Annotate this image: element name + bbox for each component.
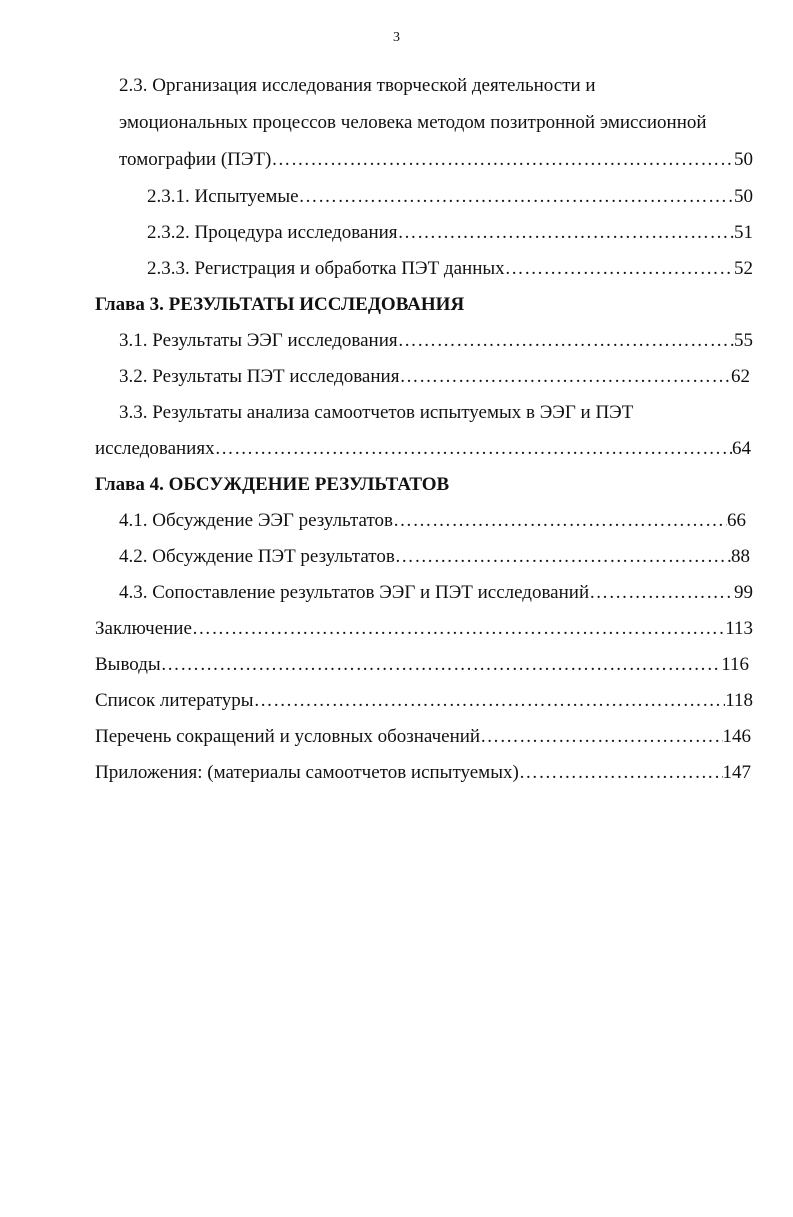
toc-page-number: 146: [722, 726, 751, 747]
leader-dots: [215, 431, 732, 467]
toc-entry-title: 3.1. Результаты ЭЭГ исследования: [119, 330, 398, 351]
chapter-3-heading: [0, 287, 793, 323]
toc-entry-abbreviations[interactable]: [0, 719, 793, 755]
toc-entry-title: 4.1. Обсуждение ЭЭГ результатов: [119, 510, 393, 531]
toc-entry-3-3-line1: 3.3. Результаты анализа самоотчетов испытуемых в ЭЭГ и ПЭТ: [119, 402, 634, 423]
leader-dots: [480, 719, 722, 755]
toc-page-number: 62: [731, 366, 750, 387]
toc-page-number: 99: [734, 582, 753, 603]
toc-entry-title: Перечень сокращений и условных обозначений: [95, 726, 481, 747]
chapter-4-heading: [0, 467, 793, 503]
toc-entry-2-3-line2: эмоциональных процессов человека методом позитронной эмиссионной: [119, 112, 707, 133]
toc-entry-2-3-1[interactable]: [0, 179, 793, 215]
toc-page-number: 50: [734, 149, 753, 170]
toc-entry-2-3-line1: 2.3. Организация исследования творческой деятельности и: [119, 75, 596, 96]
toc-entry-title: исследованиях: [95, 438, 215, 459]
toc-entry-title: Приложения: (материалы самоотчетов испытуемых): [95, 762, 519, 783]
toc-entry-2-3[interactable]: [0, 142, 793, 178]
toc-entry-title: 2.3.2. Процедура исследования: [147, 222, 398, 243]
toc-page-number: 51: [734, 222, 753, 243]
toc-entry-4-2[interactable]: [0, 539, 793, 575]
toc-entry-3-1[interactable]: [0, 323, 793, 359]
toc-entry-title: 4.3. Сопоставление результатов ЭЭГ и ПЭТ исследований: [119, 582, 590, 603]
toc-page-number: 88: [731, 546, 750, 567]
chapter-title: Глава 4. ОБСУЖДЕНИЕ РЕЗУЛЬТАТОВ: [95, 474, 450, 495]
toc-entry-title: Заключение: [95, 618, 192, 639]
toc-page-number: 147: [722, 762, 751, 783]
leader-dots: [299, 179, 734, 215]
toc-entry-references[interactable]: [0, 683, 793, 719]
toc-page-number: 66: [727, 510, 746, 531]
leader-dots: [393, 503, 727, 539]
page-number: 3: [393, 30, 400, 45]
toc-entry-title: 4.2. Обсуждение ПЭТ результатов: [119, 546, 395, 567]
toc-page-number: 50: [734, 186, 753, 207]
toc-entry-4-3[interactable]: [0, 575, 793, 611]
toc-line: [0, 105, 793, 141]
toc-page-number: 116: [721, 654, 749, 675]
chapter-title: Глава 3. РЕЗУЛЬТАТЫ ИССЛЕДОВАНИЯ: [95, 294, 465, 315]
toc-entry-conclusion[interactable]: [0, 611, 793, 647]
toc-entry-2-3-2[interactable]: [0, 215, 793, 251]
toc-entry-title: 2.3.3. Регистрация и обработка ПЭТ данных: [147, 258, 505, 279]
toc-entry-3-2[interactable]: [0, 359, 793, 395]
toc-entry-4-1[interactable]: [0, 503, 793, 539]
leader-dots: [395, 539, 731, 575]
toc-entry-title: 2.3.1. Испытуемые: [147, 186, 299, 207]
toc-page-number: 52: [734, 258, 753, 279]
leader-dots: [254, 683, 726, 719]
toc-entry-3-3[interactable]: [0, 431, 793, 467]
leader-dots: [399, 359, 731, 395]
leader-dots: [161, 647, 722, 683]
toc-line: [0, 395, 793, 431]
toc-entry-title: Выводы: [95, 654, 161, 675]
toc-page-number: 55: [734, 330, 753, 351]
leader-dots: [519, 755, 723, 791]
toc-entry-2-3-3[interactable]: [0, 251, 793, 287]
toc-entry-title: томографии (ПЭТ): [119, 149, 272, 170]
toc-page-number: 118: [725, 690, 753, 711]
toc-entry-title: Список литературы: [95, 690, 254, 711]
toc-line: [0, 68, 793, 104]
leader-dots: [505, 251, 734, 287]
leader-dots: [271, 142, 734, 178]
toc-entry-appendices[interactable]: [0, 755, 793, 791]
toc-page-number: 113: [725, 618, 753, 639]
leader-dots: [192, 611, 725, 647]
toc-entry-findings[interactable]: [0, 647, 793, 683]
leader-dots: [589, 575, 734, 611]
toc-entry-title: 3.2. Результаты ПЭТ исследования: [119, 366, 400, 387]
leader-dots: [398, 215, 734, 251]
toc-page-number: 64: [732, 438, 751, 459]
leader-dots: [398, 323, 734, 359]
